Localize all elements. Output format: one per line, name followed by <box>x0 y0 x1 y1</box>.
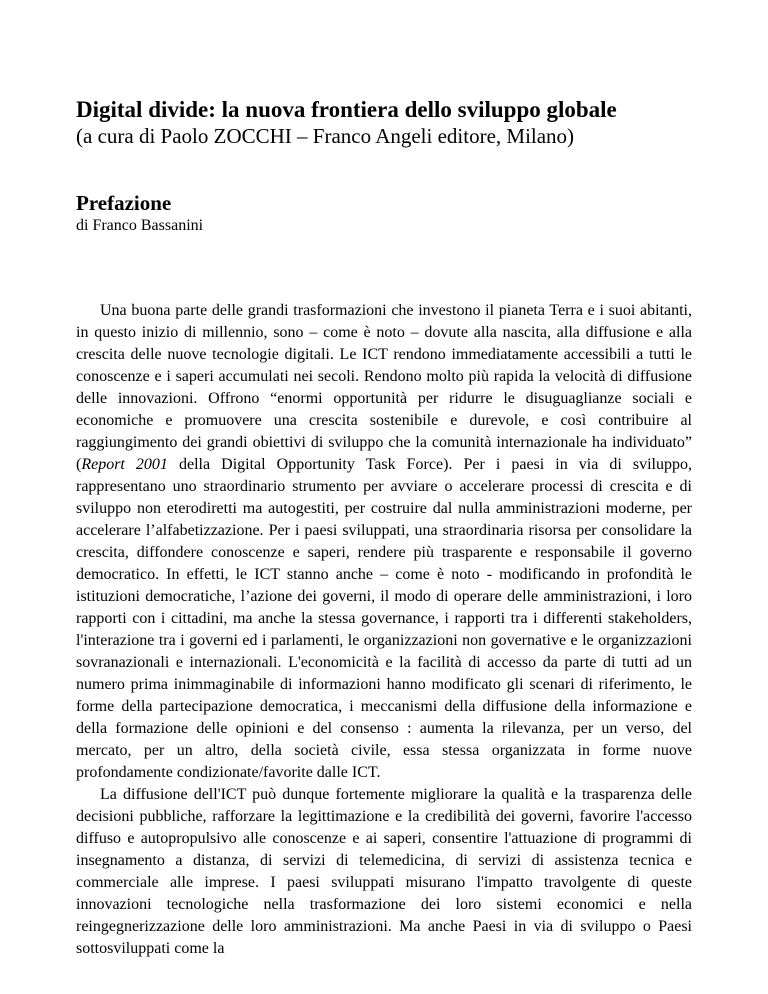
body-text <box>76 300 692 960</box>
paragraph-2: La diffusione dell'ICT può dunque fortemente migliorare la qualità e la trasparenza delle decisioni pubbliche, rafforzare la legittimazione e la credibilità dei governi, favorire l'accesso diffuso e autopropulsivo alle conoscenze e ai saperi, consentire l'attuazione di programmi di insegnamento a distanza, di servizi di telemedicina, di servizi di assistenza tecnica e commerciale alle imprese. I paesi sviluppati misurano l'impatto travolgente di queste innovazioni tecnologiche nella trasformazione dei loro sistemi economici e nella reingegnerizzazione delle loro amministrazioni. Ma anche Paesi in via di sviluppo o Paesi sottosviluppati come la <box>76 786 692 957</box>
document-title: Digital divide: la nuova frontiera dello sviluppo globale <box>76 97 617 122</box>
paragraph-1-part-a: Una buona parte delle grandi trasformazioni che investono il pianeta Terra e i suoi abitanti, in questo inizio di millennio, sono – come è noto – dovute alla nascita, alla diffusione e alla crescita delle nuove tecnologie digitali. Le ICT rendono immediatamente accessibili a tutti le conoscenze e i saperi accumulati nei secoli. Rendono molto più rapida la velocità di diffusione delle innovazioni. Offrono “enormi opportunità per ridurre le disuguaglianze sociali e economiche e promuovere una crescita sostenibile e durevole, e così contribuire al raggiungimento dei grandi obiettivi di sviluppo che la comunità internazionale ha individuato” ( <box>76 302 692 473</box>
document-subtitle: (a cura di Paolo ZOCCHI – Franco Angeli editore, Milano) <box>76 124 575 148</box>
paragraph-1 <box>76 300 692 784</box>
author-line: di Franco Bassanini <box>76 217 204 234</box>
paragraph-1-part-b: della Digital Opportunity Task Force). Per i paesi in via di sviluppo, rappresentano uno straordinario strumento per avviare o accelerare processi di crescita e di sviluppo non eterodiretti ma autogestiti, per costruire dal nulla amministrazioni moderne, per accelerare l’alfabetizzazione. Per i paesi sviluppati, una straordinaria risorsa per consolidare la crescita, diffondere conoscenze e saperi, rendere più trasparente e responsabile il governo democratico. In effetti, le ICT stanno anche – come è noto - modificando in profondità le istituzioni democratiche, l’azione dei governi, il modo di operare delle amministrazioni, i loro rapporti con i cittadini, ma anche la stessa governance, i rapporti tra i differenti stakeholders, l'interazione tra i governi ed i parlamenti, le organizzazioni non governative e le organizzazioni sovranazionali e internazionali. L'economicità e la facilità di accesso da parte di tutti ad un numero prima inimmaginabile di informazioni hanno modificato gli scenari di riferimento, le forme della partecipazione democratica, i meccanismi della diffusione della informazione e della formazione delle opinioni e del consenso : aumenta la rilevanza, per un verso, del mercato, per un altro, della società civile, essa stessa organizzata in forme nuove profondamente condizionate/favorite dalle ICT. <box>76 456 693 781</box>
section-title: Prefazione <box>76 191 172 215</box>
report-title-italic: Report 2001 <box>81 456 168 473</box>
